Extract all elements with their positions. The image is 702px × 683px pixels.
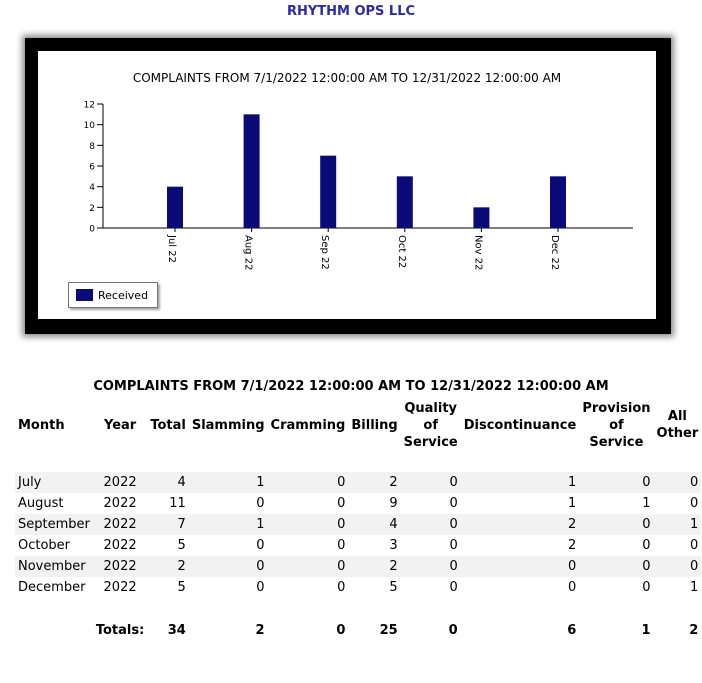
header-provision-line-1: Provision <box>582 400 651 416</box>
company-name: RHYTHM OPS LLC <box>286 4 416 19</box>
cell-slamming: 0 <box>256 496 265 511</box>
cell-month: November <box>15 556 93 577</box>
cell-slamming: 0 <box>256 580 265 595</box>
cell-month: October <box>18 538 71 553</box>
total-discontinuance: 6 <box>567 622 577 638</box>
table-row <box>15 472 701 493</box>
cell-billing: 3 <box>389 538 398 553</box>
cell-year: 2022 <box>93 472 147 493</box>
cell-provision: 1 <box>642 496 651 511</box>
cell-year: 2022 <box>93 556 147 577</box>
cell-month: December <box>18 580 86 595</box>
cell-slamming: 0 <box>256 538 265 553</box>
header-provision-line-2: of <box>609 417 624 433</box>
cell-discontinuance: 1 <box>461 472 580 493</box>
header-year: Year <box>103 417 137 433</box>
table-header-row <box>15 398 701 452</box>
x-axis <box>103 228 633 270</box>
header-quality-line-2: of <box>423 417 438 433</box>
cell-all-other: 1 <box>654 514 702 535</box>
cell-billing: 9 <box>389 496 398 511</box>
cell-month: July <box>15 472 93 493</box>
bar-nov-22 <box>473 207 489 228</box>
y-tick-label: 12 <box>83 100 95 111</box>
table-row <box>15 535 701 556</box>
header-billing: Billing <box>351 417 398 433</box>
cell-billing: 2 <box>348 556 400 577</box>
cell-provision: 0 <box>642 580 651 595</box>
chart-legend <box>68 282 158 308</box>
cell-billing: 2 <box>348 472 400 493</box>
y-axis <box>84 101 103 235</box>
chart-panel <box>38 51 656 319</box>
cell-all-other: 0 <box>689 496 699 511</box>
cell-quality: 0 <box>401 556 461 577</box>
cell-all-other: 0 <box>689 538 699 553</box>
total-quality: 0 <box>448 622 458 638</box>
complaints-table <box>15 398 701 642</box>
bar-dec-22 <box>550 176 566 228</box>
totals-row <box>15 618 701 642</box>
cell-all-other: 0 <box>654 556 702 577</box>
cell-total: 7 <box>147 514 189 535</box>
cell-provision: 0 <box>642 538 651 553</box>
cell-month: September <box>15 514 93 535</box>
x-tick-label: Dec 22 <box>549 235 560 271</box>
cell-year: 2022 <box>103 538 137 553</box>
header-quality-line-1: Quality <box>404 400 458 416</box>
chart-title: COMPLAINTS FROM 7/1/2022 12:00:00 AM TO 12/31/2022 12:00:00 AM <box>132 71 562 85</box>
y-tick-label: 4 <box>89 183 95 194</box>
table-title: COMPLAINTS FROM 7/1/2022 12:00:00 AM TO 12/31/2022 12:00:00 AM <box>93 379 609 394</box>
bar-sep-22 <box>320 156 336 228</box>
header-provision-line-3: Service <box>589 434 644 450</box>
header-other-line-1: All <box>667 409 687 424</box>
header-quality-of-service <box>401 398 461 452</box>
cell-provision: 0 <box>579 514 653 535</box>
legend-label-received: Received <box>98 288 149 302</box>
cell-cramming: 0 <box>268 556 349 577</box>
table-row <box>15 493 701 514</box>
cell-cramming: 0 <box>268 472 349 493</box>
cell-quality: 0 <box>449 580 458 595</box>
header-provision-of-service <box>579 398 653 452</box>
header-quality-line-3: Service <box>403 434 458 450</box>
total-provision: 1 <box>641 622 651 638</box>
cell-cramming: 0 <box>337 538 346 553</box>
cell-billing: 4 <box>348 514 400 535</box>
cell-discontinuance: 0 <box>568 580 577 595</box>
cell-discontinuance: 2 <box>568 538 577 553</box>
totals-blank <box>15 618 93 642</box>
totals-label: Totals: <box>95 622 145 638</box>
cell-total: 2 <box>147 556 189 577</box>
header-month: Month <box>18 417 65 433</box>
header-discontinuance: Discontinuance <box>463 417 577 433</box>
cell-slamming: 1 <box>189 472 268 493</box>
bars <box>167 114 566 228</box>
cell-total: 4 <box>147 472 189 493</box>
bar-jul-22 <box>167 187 183 228</box>
y-tick-label: 8 <box>89 141 95 152</box>
x-tick-label: Jul 22 <box>166 235 177 263</box>
total-slamming: 2 <box>255 622 265 638</box>
cell-quality: 0 <box>401 514 461 535</box>
cell-total: 11 <box>169 496 186 511</box>
bar-aug-22 <box>244 114 260 228</box>
cell-total: 5 <box>177 580 186 595</box>
total-billing: 25 <box>379 622 398 638</box>
header-slamming: Slamming <box>191 417 265 433</box>
cell-discontinuance: 1 <box>568 496 577 511</box>
cell-provision: 0 <box>579 556 653 577</box>
header-all-other <box>654 398 702 452</box>
x-tick-label: Aug 22 <box>242 235 254 271</box>
cell-all-other: 1 <box>689 580 699 595</box>
total-total: 34 <box>167 622 186 638</box>
header-other-line-2: Other <box>656 426 699 441</box>
header-spacer <box>15 452 701 472</box>
cell-slamming: 1 <box>189 514 268 535</box>
cell-month: August <box>18 496 64 511</box>
cell-year: 2022 <box>103 580 137 595</box>
x-tick-label: Sep 22 <box>319 235 331 270</box>
table-row <box>15 514 701 535</box>
cell-year: 2022 <box>103 496 137 511</box>
cell-discontinuance: 2 <box>461 514 580 535</box>
x-tick-label: Oct 22 <box>395 235 407 269</box>
cell-billing: 5 <box>389 580 398 595</box>
cell-total: 5 <box>177 538 186 553</box>
y-tick-label: 6 <box>89 162 95 173</box>
cell-cramming: 0 <box>337 580 346 595</box>
cell-cramming: 0 <box>337 496 346 511</box>
total-cramming: 0 <box>336 622 346 638</box>
y-tick-label: 2 <box>89 203 95 214</box>
bar-oct-22 <box>397 176 413 228</box>
cell-discontinuance: 0 <box>461 556 580 577</box>
totals-spacer <box>15 598 701 618</box>
y-tick-label: 0 <box>89 224 95 235</box>
cell-quality: 0 <box>401 472 461 493</box>
cell-quality: 0 <box>449 538 458 553</box>
complaints-bar-chart <box>38 51 656 319</box>
cell-provision: 0 <box>579 472 653 493</box>
cell-quality: 0 <box>449 496 458 511</box>
chart-frame <box>25 38 671 334</box>
cell-year: 2022 <box>93 514 147 535</box>
header-total: Total <box>150 417 186 433</box>
table-row <box>15 577 701 598</box>
table-row <box>15 556 701 577</box>
table-body <box>15 472 701 598</box>
header-cramming: Cramming <box>270 417 346 433</box>
y-tick-label: 10 <box>83 121 95 132</box>
cell-slamming: 0 <box>189 556 268 577</box>
cell-all-other: 0 <box>654 472 702 493</box>
legend-swatch-received <box>76 289 93 301</box>
x-tick-label: Nov 22 <box>472 235 484 271</box>
total-all-other: 2 <box>689 622 699 638</box>
cell-cramming: 0 <box>268 514 349 535</box>
